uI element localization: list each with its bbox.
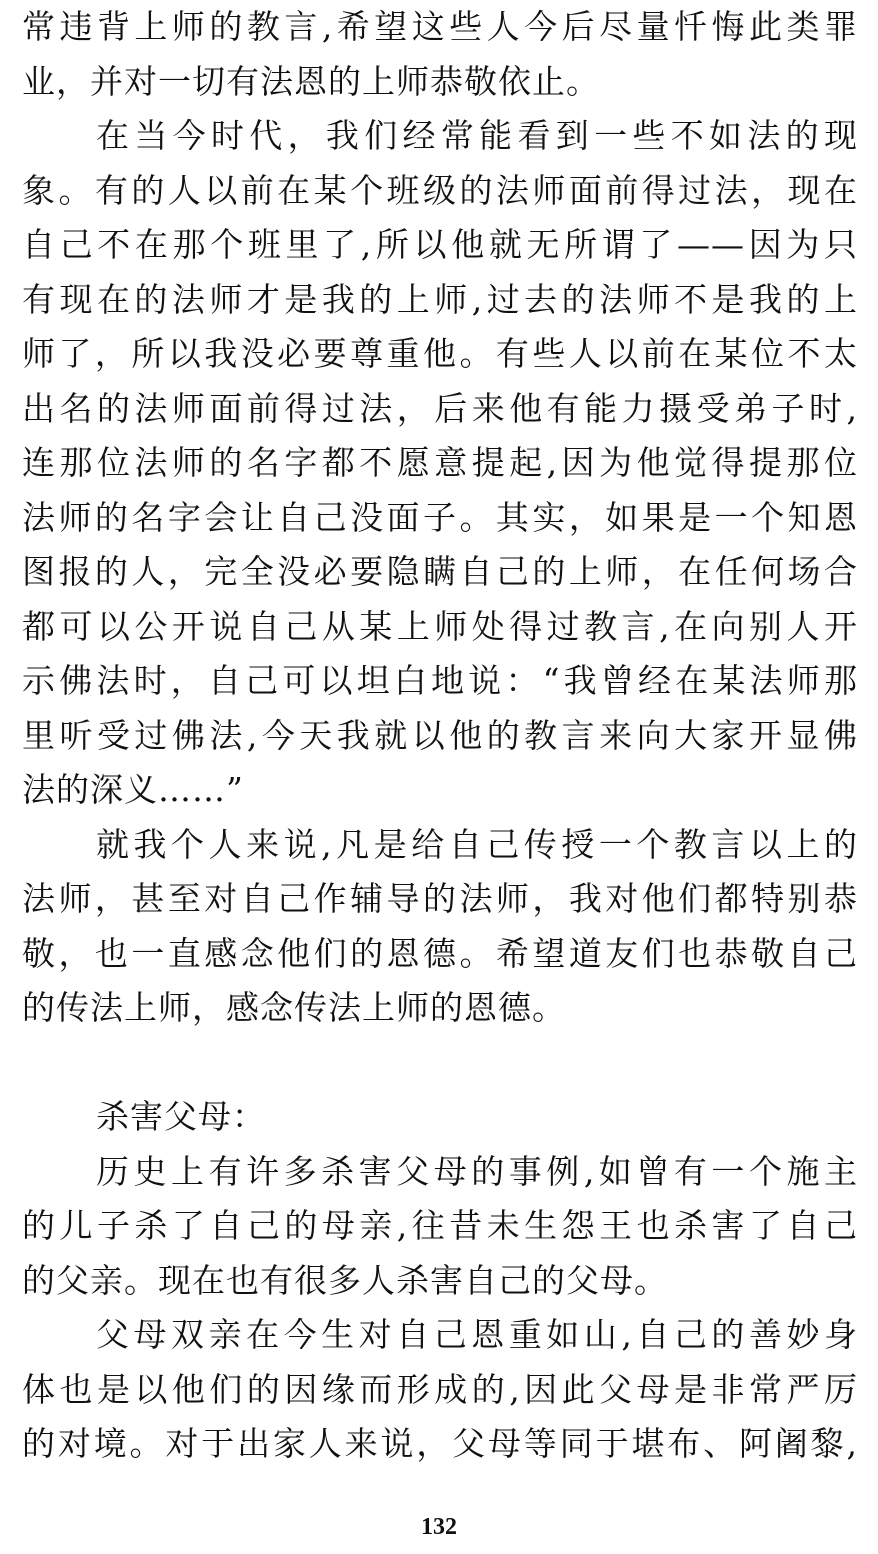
text-line: 自己不在那个班里了,所以他就无所谓了——因为只 bbox=[22, 225, 858, 264]
paragraph-modern-phenomena bbox=[22, 109, 858, 818]
text-line: 出名的法师面前得过法，后来他有能力摄受弟子时, bbox=[22, 388, 858, 428]
text-line: 历史上有许多杀害父母的事例,如曾有一个施主 bbox=[96, 1151, 858, 1191]
text-line: 敬，也一直感念他们的恩德。希望道友们也恭敬自己 bbox=[22, 933, 858, 973]
text-line: 体也是以他们的因缘而形成的,因此父母是非常严厉 bbox=[22, 1369, 858, 1409]
text-line: 有现在的法师才是我的上师,过去的法师不是我的上 bbox=[22, 279, 858, 319]
text-line: 连那位法师的名字都不愿意提起,因为他觉得提那位 bbox=[22, 443, 858, 482]
text-line: 的传法上师，感念传法上师的恩德。 bbox=[22, 988, 566, 1027]
text-line: 法师，甚至对自己作辅导的法师，我对他们都特别恭 bbox=[22, 879, 858, 918]
text-line: 法师的名字会让自己没面子。其实，如果是一个知恩 bbox=[22, 497, 858, 537]
page-number: 132 bbox=[421, 1514, 457, 1540]
text-line: 象。有的人以前在某个班级的法师面前得过法，现在 bbox=[22, 170, 858, 210]
text-line: 法的深义……” bbox=[22, 770, 244, 809]
text-line: 的父亲。现在也有很多人杀害自己的父母。 bbox=[22, 1260, 668, 1300]
text-line: 的对境。对于出家人来说，父母等同于堪布、阿阇黎, bbox=[22, 1424, 858, 1463]
text-line: 都可以公开说自己从某上师处得过教言,在向别人开 bbox=[22, 606, 858, 646]
text-line: 常违背上师的教言,希望这些人今后尽量忏悔此类罪 bbox=[22, 7, 858, 46]
text-line: 图报的人，完全没必要隐瞒自己的上师，在任何场合 bbox=[22, 552, 858, 591]
paragraph-parents-kindness bbox=[22, 1308, 858, 1472]
section-heading-killing-parents bbox=[22, 1090, 858, 1145]
paragraph-historical-cases bbox=[22, 1145, 858, 1309]
paragraph-gap bbox=[22, 1036, 858, 1091]
text-line: 师了，所以我没必要尊重他。有些人以前在某位不太 bbox=[22, 334, 858, 373]
text-line: 的儿子杀了自己的母亲,往昔未生怨王也杀害了自己 bbox=[22, 1206, 858, 1245]
text-line: 里听受过佛法,今天我就以他的教言来向大家开显佛 bbox=[22, 715, 858, 755]
body-text bbox=[22, 0, 858, 1472]
text-line: 就我个人来说,凡是给自己传授一个教言以上的 bbox=[96, 824, 858, 864]
section-heading: 杀害父母： bbox=[96, 1097, 266, 1136]
paragraph-continuation bbox=[22, 0, 858, 109]
text-line: 示佛法时，自己可以坦白地说：“我曾经在某法师那 bbox=[22, 661, 858, 700]
text-line: 父母双亲在今生对自己恩重如山,自己的善妙身 bbox=[96, 1315, 858, 1354]
text-line: 在当今时代，我们经常能看到一些不如法的现 bbox=[96, 116, 858, 155]
paragraph-personal-respect bbox=[22, 818, 858, 1036]
text-line: 业，并对一切有法恩的上师恭敬依止。 bbox=[22, 61, 600, 101]
